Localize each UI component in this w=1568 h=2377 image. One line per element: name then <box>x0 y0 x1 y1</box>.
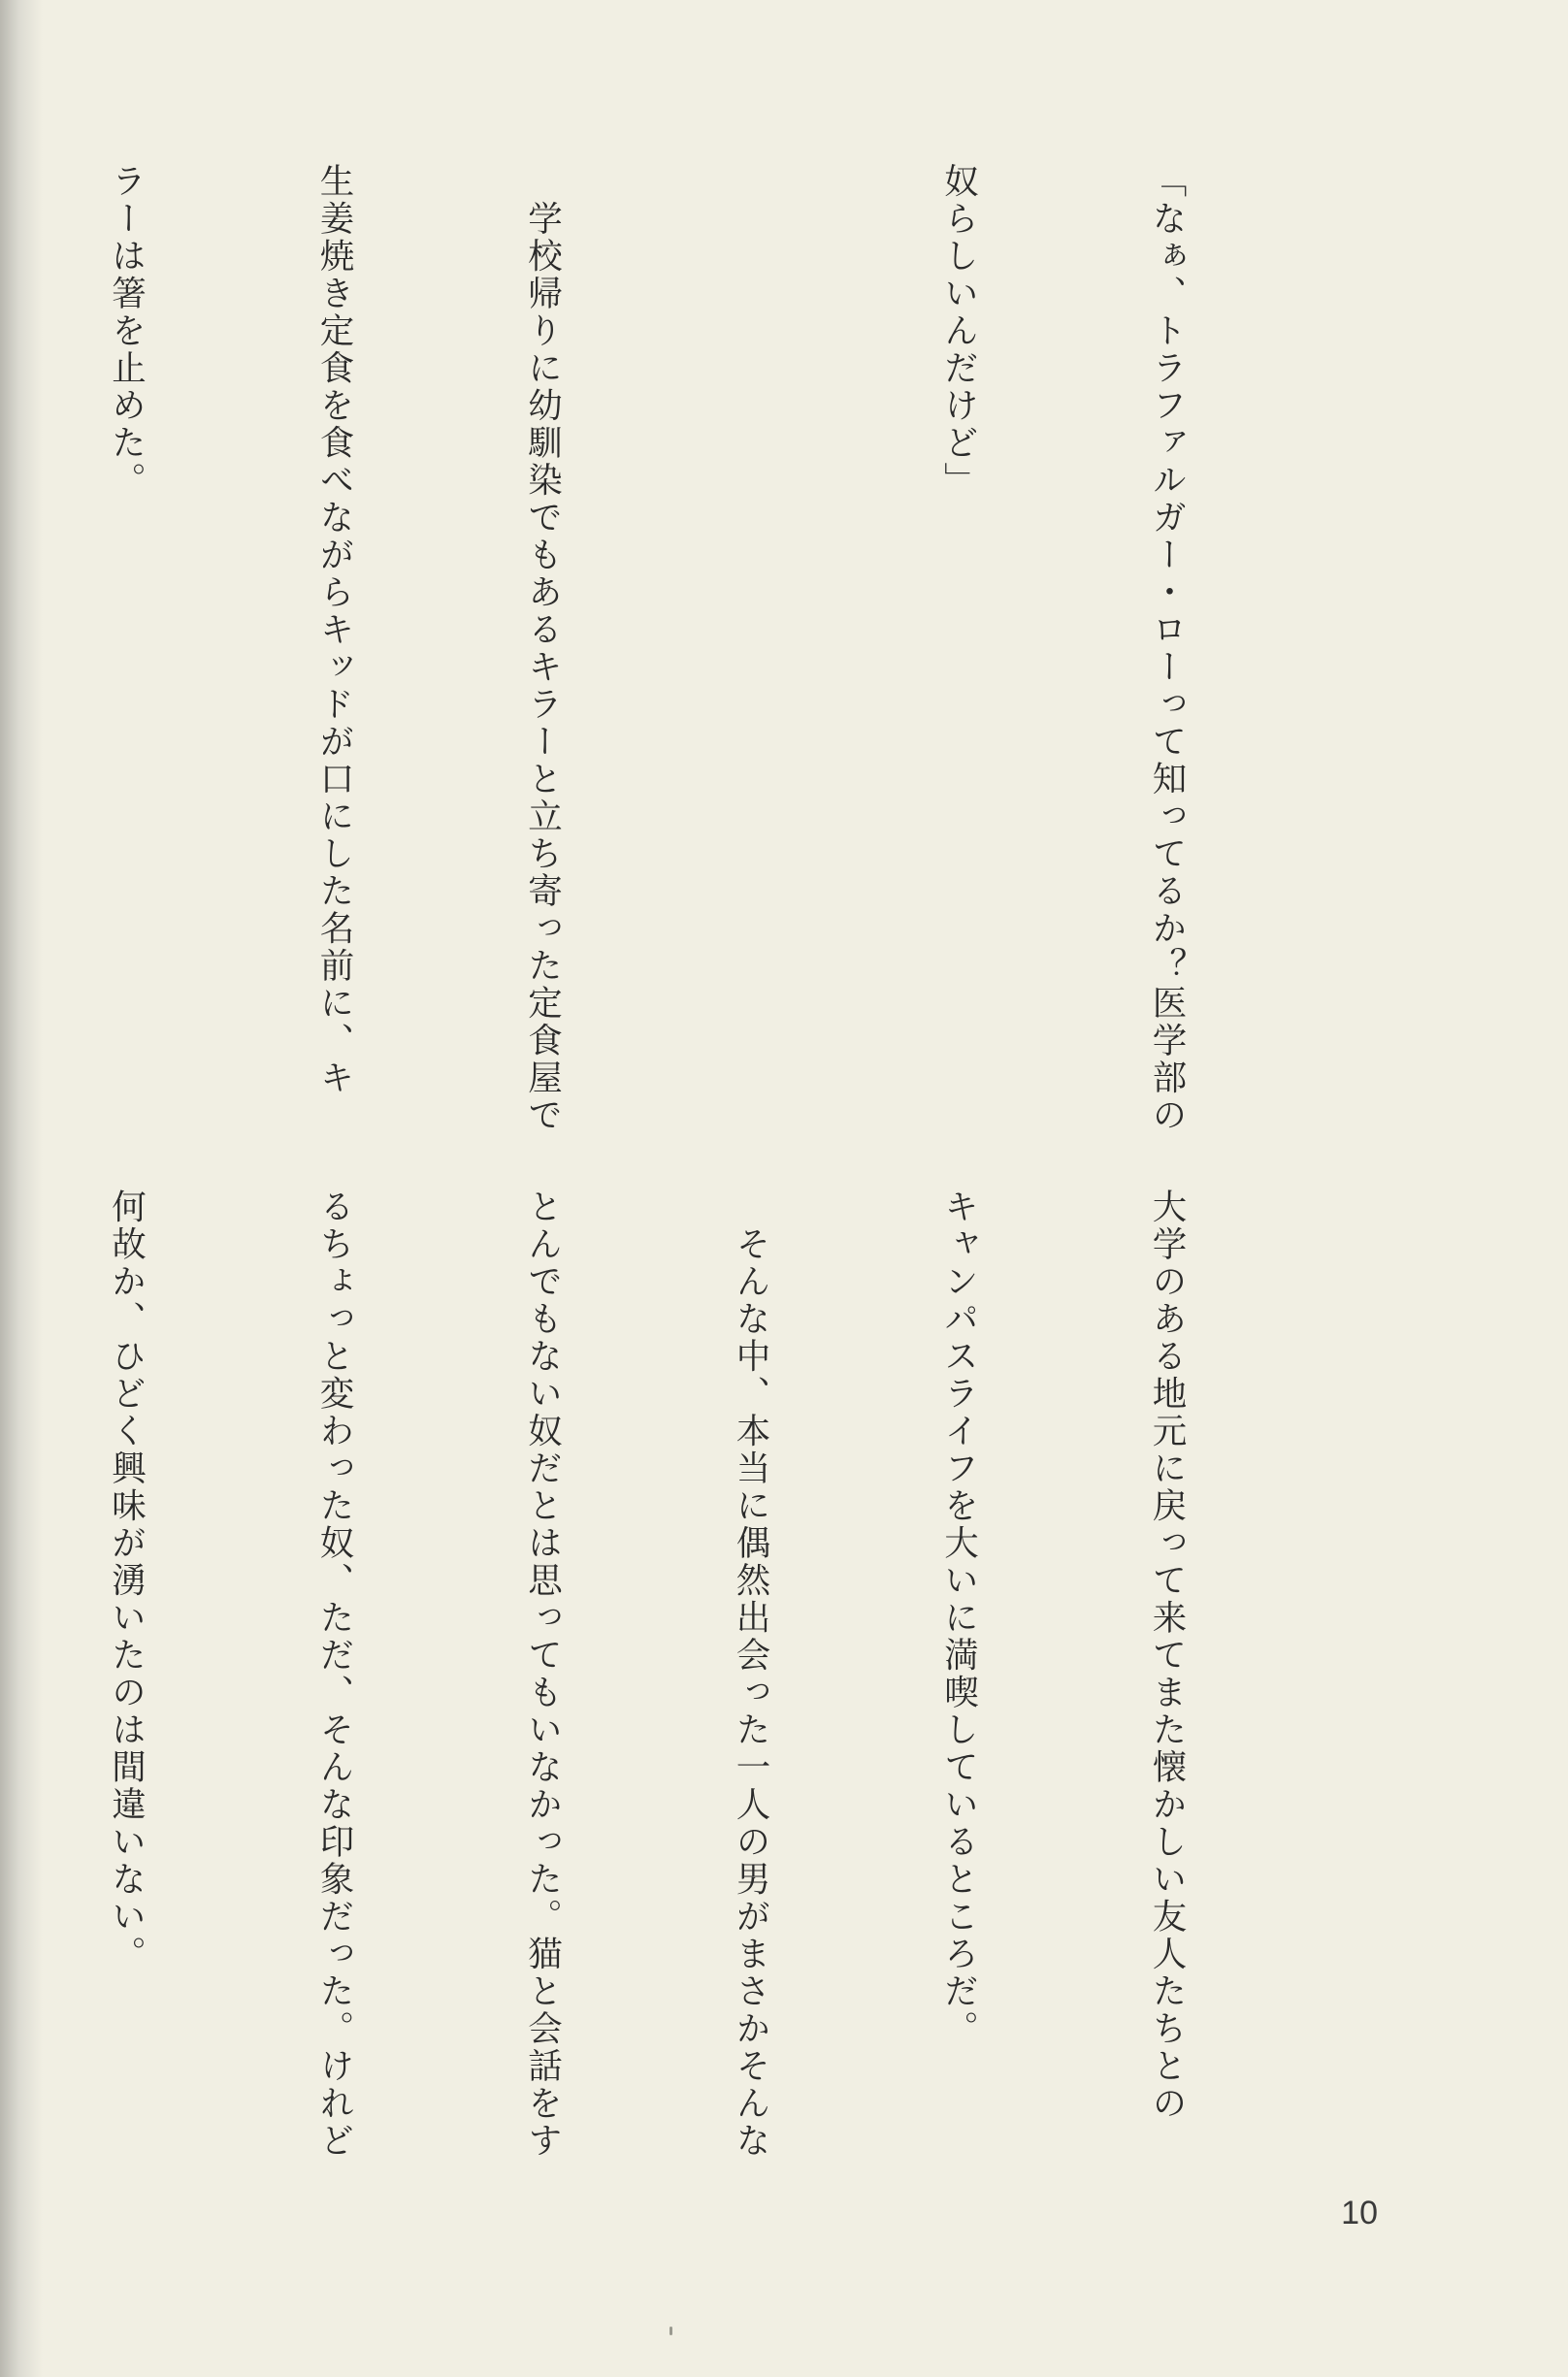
text-line: 奴らしいんだけど」 <box>938 163 979 500</box>
lower-text-block <box>0 1188 1340 2178</box>
text-line: るちょっと変わった奴、ただ、そんな印象だった。けれど <box>314 1188 354 2160</box>
upper-text-block <box>0 163 1340 1133</box>
text-line: 何故か、ひどく興味が湧いたのは間違いない。 <box>106 1188 147 1973</box>
text-line: 「なぁ、トラファルガー・ローって知ってるか？医学部の <box>1147 163 1187 1134</box>
text-line: とんでもない奴だとは思ってもいなかった。猫と会話をす <box>522 1188 563 2160</box>
text-line: キャンパスライフを大いに満喫しているところだ。 <box>938 1188 979 2048</box>
text-line: ラーは箸を止めた。 <box>106 163 147 500</box>
text-line: そんな中、本当に偶然出会った一人の男がまさかそんな <box>731 1188 770 2160</box>
text-line: 大学のある地元に戻って来てまた懐かしい友人たちとの <box>1147 1188 1187 2123</box>
page-number: 10 <box>1341 2195 1378 2231</box>
paper-speck <box>670 2327 672 2335</box>
text-line: 学校帰りに幼馴染でもあるキラーと立ち寄った定食屋で <box>522 163 563 1134</box>
text-line: 生姜焼き定食を食べながらキッドが口にした名前に、キ <box>314 163 354 1097</box>
blank-line <box>716 163 786 1133</box>
